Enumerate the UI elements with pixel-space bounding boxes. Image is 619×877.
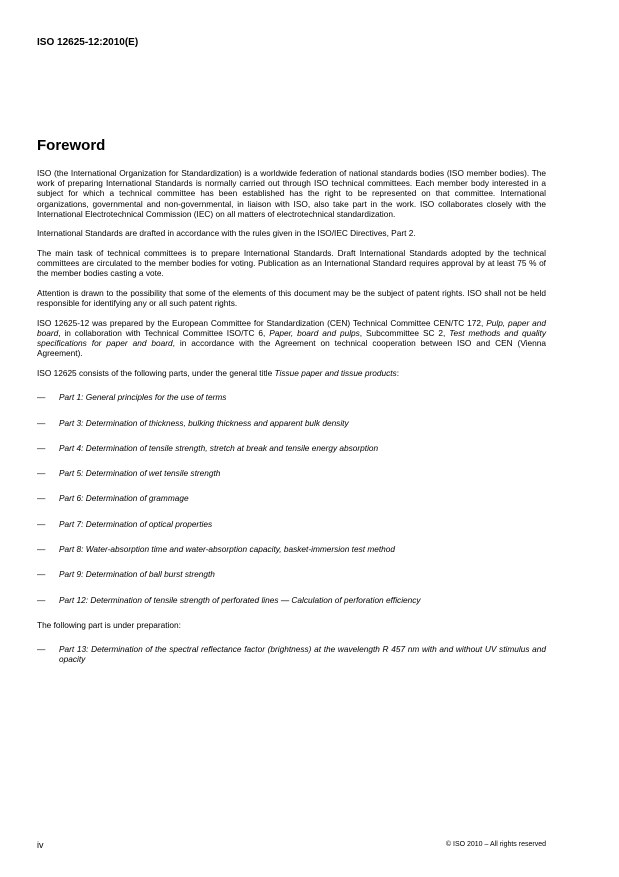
list-item	[37, 644, 546, 664]
list-item	[37, 468, 546, 478]
part-title: Part 3: Determination of thickness, bulking thickness and apparent bulk density	[59, 417, 349, 428]
paragraph-iso-federation: ISO (the International Organization for Standardization) is a worldwide federation of national standards bodies (ISO member bodies). The work of preparing International Standards is normally carried out through ISO technical committees. Each member body interested in a subject for which a technical committee has been established has the right to be represented on that committee. International organizations, governmental and non-governmental, in liaison with ISO, also take part in the work. ISO collaborates closely with the International Electrotechnical Commission (IEC) on all matters of electrotechnical standardization.	[37, 168, 546, 219]
paragraph-parts-intro	[37, 368, 546, 378]
part-title: Part 13: Determination of the spectral reflectance factor (brightness) at the wavelength R 457 nm with and without UV stimulus and opacity	[59, 644, 546, 665]
list-item	[37, 569, 546, 579]
part-title: Part 6: Determination of grammage	[59, 493, 189, 504]
page-title: Foreword	[37, 137, 106, 154]
list-dash: —	[37, 569, 46, 580]
text-segment: , in accordance with the Agreement on technical cooperation between ISO and CEN (Vienna Agreement).	[37, 338, 546, 359]
italic-committee-title: Paper, board and pulps	[269, 328, 360, 338]
list-item	[37, 493, 546, 503]
copyright-notice: © ISO 2010 – All rights reserved	[445, 841, 546, 848]
list-item	[37, 443, 546, 453]
foreword-body	[37, 168, 546, 664]
document-id-header: ISO 12625-12:2010(E)	[37, 37, 139, 48]
italic-general-title: Tissue paper and tissue products	[274, 368, 397, 378]
list-dash: —	[37, 493, 46, 504]
part-title: Part 4: Determination of tensile strength, stretch at break and tensile energy absorption	[59, 442, 379, 453]
paragraph-patent-rights: Attention is drawn to the possibility that some of the elements of this document may be the subject of patent rights. ISO shall not be held responsible for identifying any or all such patent rights.	[37, 288, 546, 309]
text-segment: :	[396, 368, 399, 378]
list-dash: —	[37, 468, 46, 479]
list-dash: —	[37, 518, 46, 529]
part-title: Part 8: Water-absorption time and water-absorption capacity, basket-immersion test method	[59, 543, 396, 554]
list-dash: —	[37, 543, 46, 554]
part-title: Part 12: Determination of tensile strength of perforated lines — Calculation of perforation efficiency	[59, 594, 421, 605]
text-segment: , in collaboration with Technical Committee ISO/TC 6,	[58, 328, 270, 338]
list-item	[37, 418, 546, 428]
paragraph-directives: International Standards are drafted in accordance with the rules given in the ISO/IEC Directives, Part 2.	[37, 228, 416, 239]
part-title: Part 7: Determination of optical properties	[59, 518, 213, 529]
paragraph-technical-committees: The main task of technical committees is to prepare International Standards. Draft International Standards adopted by the technical committees are circulated to the member bodies for voting. Publication as an International Standard requires approval by at least 75 % of the member bodies casting a vote.	[37, 248, 546, 279]
parts-list	[37, 392, 546, 605]
text-segment: ISO 12625 consists of the following parts, under the general title	[37, 368, 275, 378]
list-dash: —	[37, 417, 46, 428]
paragraph-prepared-by	[37, 318, 546, 359]
text-segment: ISO 12625-12 was prepared by the European Committee for Standardization (CEN) Technical Committee CEN/TC 172,	[37, 317, 487, 328]
list-dash: —	[37, 594, 46, 605]
list-item	[37, 595, 546, 605]
italic-committee-title: Pulp, paper and board	[37, 317, 546, 338]
part-title: Part 9: Determination of ball burst strength	[59, 569, 215, 580]
list-dash: —	[37, 392, 46, 403]
part-title: Part 5: Determination of wet tensile strength	[59, 468, 221, 479]
list-item	[37, 544, 546, 554]
italic-subcommittee-title: Test methods and quality specifications for paper and board	[37, 328, 546, 349]
page-number: iv	[37, 840, 44, 850]
text-segment: , Subcommittee SC 2,	[359, 328, 450, 338]
list-dash: —	[37, 442, 46, 453]
list-item	[37, 519, 546, 529]
list-item	[37, 392, 546, 402]
part-title: Part 1: General principles for the use of terms	[59, 392, 227, 403]
paragraph-under-preparation: The following part is under preparation:	[37, 619, 181, 630]
parts-in-preparation-list	[37, 644, 546, 664]
list-dash: —	[37, 644, 46, 655]
